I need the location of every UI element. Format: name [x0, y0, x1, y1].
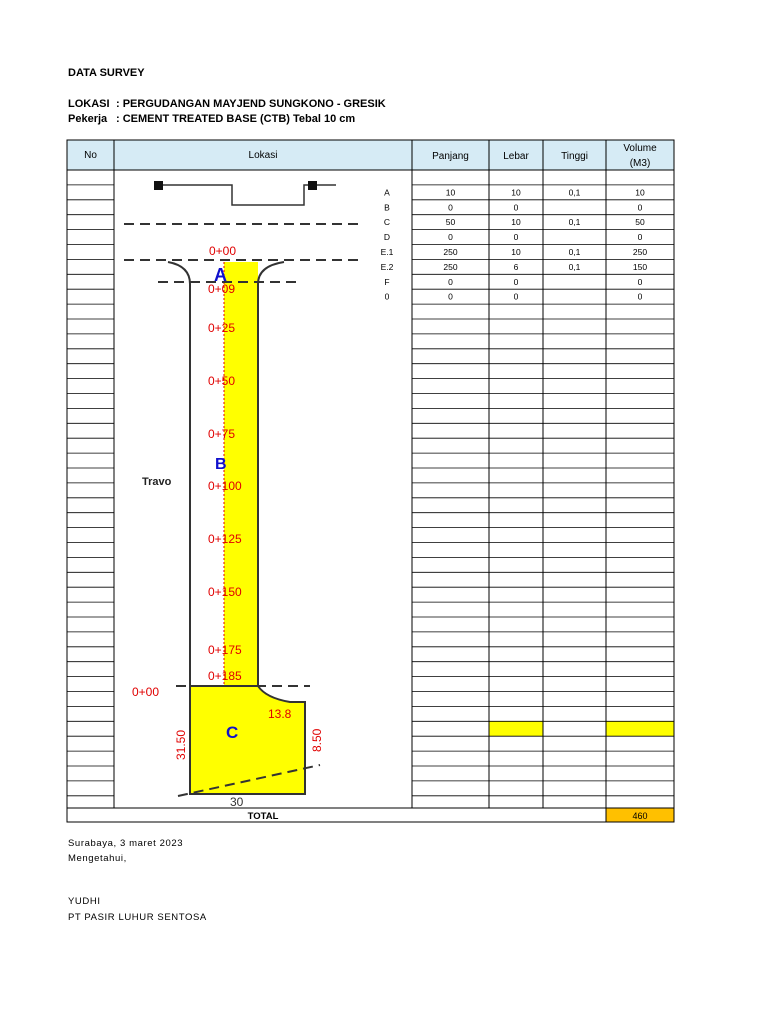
- place-date: Surabaya, 3 maret 2023: [68, 838, 184, 849]
- cell-tinggi: 0,1: [568, 187, 581, 198]
- cell-panjang: 10: [445, 187, 456, 198]
- zone-b-label: B: [215, 456, 227, 473]
- total-value: 460: [632, 811, 648, 821]
- row-label: A: [384, 187, 390, 198]
- cell-lebar: 6: [513, 261, 519, 272]
- header-volume-unit: (M3): [629, 158, 651, 169]
- header-tinggi: Tinggi: [561, 151, 588, 162]
- cell-panjang: 0: [448, 291, 453, 302]
- row-label: F: [384, 276, 390, 287]
- header-volume: Volume: [623, 143, 657, 154]
- c-station-label: 0+00: [132, 685, 160, 699]
- site-drawing: [124, 181, 360, 809]
- cell-lebar: 10: [511, 247, 521, 257]
- acknowledged-label: Mengetahui,: [68, 853, 127, 864]
- road-left-edge: [168, 262, 190, 794]
- cell-volume: 0: [637, 202, 643, 213]
- signer-name: YUDHI: [68, 896, 101, 907]
- cell-volume: 0: [637, 291, 643, 302]
- header-panjang: Panjang: [432, 151, 469, 162]
- travo-label: Travo: [142, 476, 172, 488]
- pekerja-value: : CEMENT TREATED BASE (CTB) Tebal 10 cm: [116, 113, 356, 125]
- station-label: 0+175: [208, 643, 242, 657]
- cell-lebar: 0: [513, 202, 519, 213]
- station-label: 0+185: [208, 669, 242, 683]
- cell-lebar: 0: [513, 291, 519, 302]
- cell-panjang: 0: [448, 232, 453, 243]
- cell-lebar: 0: [513, 276, 519, 287]
- header-lebar: Lebar: [503, 151, 529, 162]
- zone-c-area: [190, 686, 305, 794]
- row-label: E.2: [380, 261, 394, 272]
- lokasi-value: : PERGUDANGAN MAYJEND SUNGKONO - GRESIK: [116, 98, 386, 110]
- total-label: TOTAL: [247, 811, 279, 822]
- company-name: PT PASIR LUHUR SENTOSA: [68, 912, 207, 923]
- header-no: No: [84, 150, 97, 161]
- cell-tinggi: 0,1: [568, 261, 581, 272]
- road-right-edge: [258, 262, 284, 686]
- header-lokasi: Lokasi: [248, 150, 278, 161]
- cell-tinggi: 0,1: [568, 247, 581, 257]
- highlight-lebar: [489, 721, 543, 736]
- building-marker-left: [154, 181, 163, 190]
- highlight-volume: [606, 721, 674, 736]
- station-label: 0+09: [208, 282, 236, 296]
- station-label: 0+100: [208, 479, 242, 493]
- cell-volume: 50: [635, 217, 645, 228]
- table-cells: [248, 187, 648, 822]
- cell-panjang: 250: [443, 261, 458, 272]
- cell-volume: 10: [635, 187, 645, 198]
- station-label: 0+150: [208, 585, 242, 599]
- cell-volume: 150: [632, 261, 648, 272]
- dim-13-8: 13.8: [268, 707, 292, 721]
- cell-volume: 0: [637, 232, 643, 243]
- row-label: 0: [384, 291, 390, 302]
- station-label: 0+125: [208, 532, 242, 546]
- cell-tinggi: 0,1: [568, 217, 581, 228]
- row-label: E.1: [380, 247, 394, 257]
- cell-panjang: 0: [448, 276, 453, 287]
- building-marker-right: [308, 181, 317, 190]
- station-label: 0+25: [208, 321, 236, 335]
- document-title: DATA SURVEY: [68, 67, 145, 79]
- row-label: D: [383, 232, 391, 243]
- cell-panjang: 0: [448, 202, 453, 213]
- row-label: C: [383, 217, 391, 228]
- cell-volume: 0: [637, 276, 643, 287]
- dim-30: 30: [230, 795, 244, 809]
- cell-panjang: 250: [443, 247, 458, 257]
- cell-lebar: 10: [511, 187, 521, 198]
- cell-lebar: 0: [513, 232, 519, 243]
- row-label: B: [384, 202, 390, 213]
- station-label: 0+50: [208, 374, 236, 388]
- station-label: 0+75: [208, 427, 236, 441]
- dim-31-50: 31.50: [174, 729, 188, 760]
- lokasi-label: LOKASI: [68, 98, 110, 110]
- zone-c-label: C: [226, 723, 239, 742]
- cell-panjang: 50: [445, 217, 456, 228]
- dim-8-50: 8.50: [310, 728, 324, 752]
- station-label: 0+00: [209, 244, 237, 258]
- cell-lebar: 10: [511, 217, 521, 228]
- pekerja-label: Pekerja: [68, 113, 108, 125]
- cell-volume: 250: [632, 247, 648, 257]
- zone-a-label: A: [214, 265, 227, 285]
